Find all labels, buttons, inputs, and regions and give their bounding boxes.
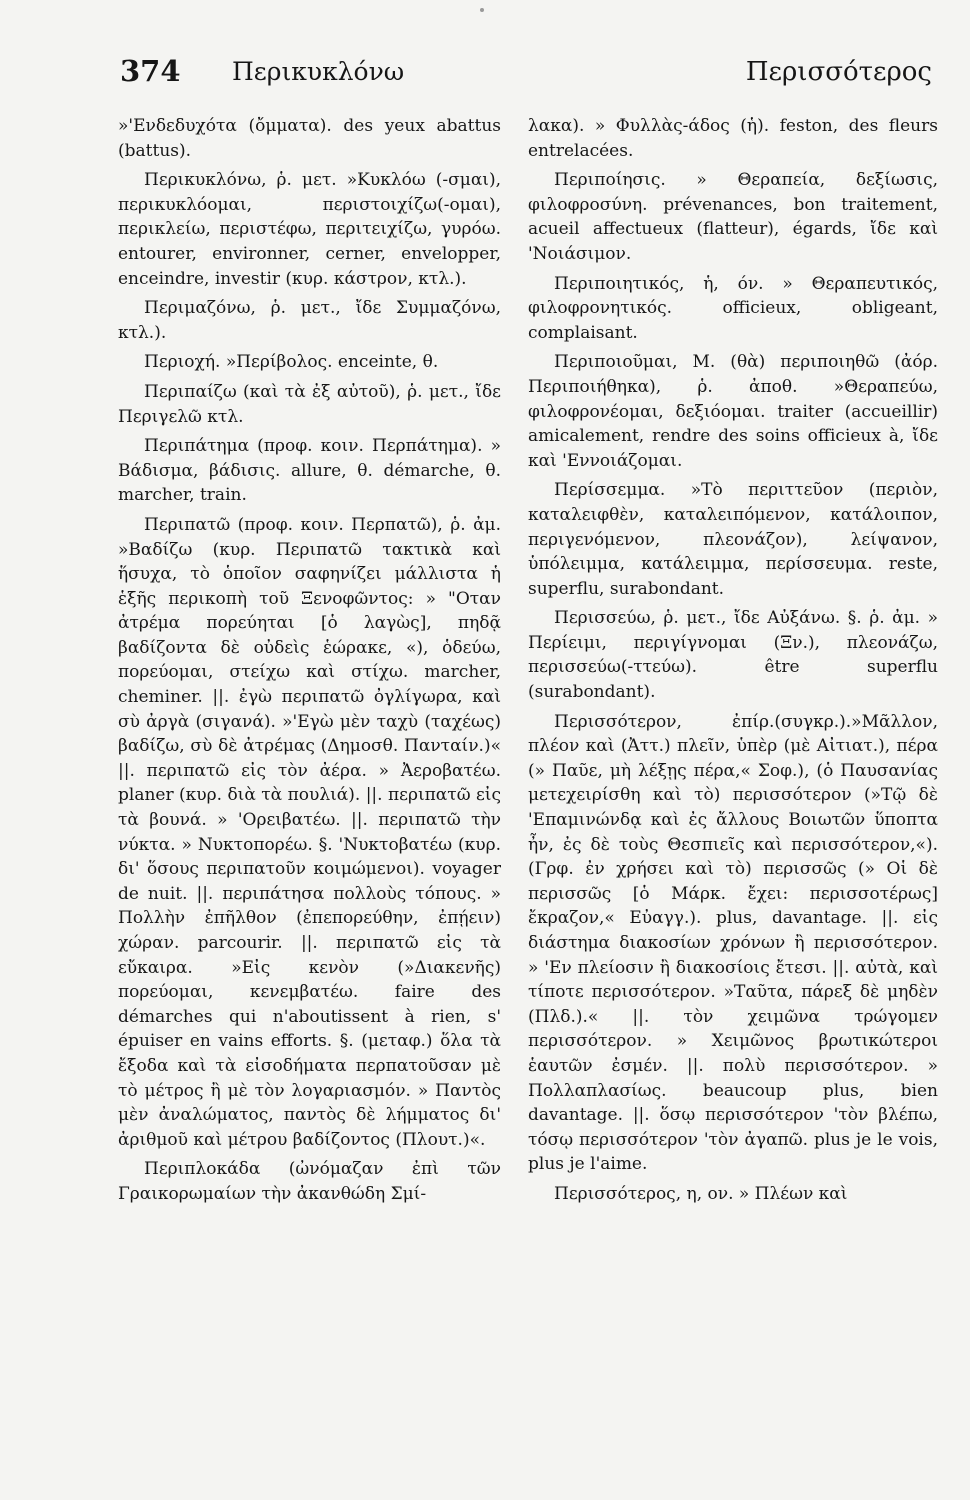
entry-paragraph: Περιπλοκάδα (ὠνόμαζαν ἐπὶ τῶν Γραικορωμαίων τὴν ἀκανθώδη Σμί-: [118, 1159, 501, 1204]
entry-paragraph: Περιπαίζω (καὶ τὰ ἐξ αὐτοῦ), ῥ. μετ., ἴδε Περιγελῶ κτλ.: [118, 381, 501, 427]
right-headword: Περισσότερος: [745, 57, 932, 87]
entry-paragraph: Περιποίησις. » Θεραπεία, δεξίωσις, φιλοφροσύνη. prévenances, bon traitement, acueil affectueux (flatteur), égards, ἴδε καὶ 'Νοιάσιμον.: [528, 170, 938, 264]
left-headword: Περικυκλόνω: [232, 57, 405, 86]
entry-paragraph: Περιπατῶ (προφ. κοιν. Περπατῶ), ῥ. ἀμ. »Βαδίζω (κυρ. Περιπατῶ τακτικὰ καὶ ἥσυχα, τὸ ὁποῖον σαφηνίζει μάλλιστα ἡ ἑξῆς περικοπὴ τοῦ Ξενοφῶντος: » "Οταν ἀτρέμα πορεύηται [ὁ λαγὼς], πηδᾷ βαδίζοντα δὲ οὐδεὶς ἑώρακε, «), ὁδεύω, πορεύομαι, στείχω καὶ στίχω. marcher, cheminer. ||. ἐγὼ περιπατῶ ὀγλίγωρα, καὶ σὺ ἀργὰ (σιγανά). »'Εγὼ μὲν ταχὺ (ταχέως) βαδίζω, σὺ δὲ ἀτρέμας (Δημοσθ. Πανταίν.)« ||. περιπατῶ εἰς τὸν ἀέρα. » Ἀεροβατέω. planer (κυρ. διὰ τὰ πουλιά). ||. περιπατῶ εἰς τὰ βουνά. » 'Ορειβατέω. ||. περιπατῶ τὴν νύκτα. » Νυκτοπορέω. §. 'Νυκτοβατέω (κυρ. δι' ὅσους περιπατοῦν κοιμώμενοι). voyager de nuit. ||. περιπάτησα πολλοὺς τόπους. » Πολλὴν ἐπῆλθον (ἐπεπορεύθην, ἐπῄειν) χώραν. parcourir. ||. περιπατῶ εἰς τὰ εὔκαιρα. »Εἰς κενὸν (»Διακενῆς) πορεύομαι, κενεμβατέω. faire des démarches qui n'aboutissent à rien, s' épuiser en vains efforts. §. (μεταφ.) ὅλα τὰ ἔξοδα καὶ τὰ εἰσοδήματα περπατοῦσαν μὲ τὸ μέτρος ἢ μὲ τὸν λογαριασμόν. » Παντὸς μὲν ἀναλώματος, παντὸς δὲ λήμματος δι' ἀριθμοῦ καὶ μέτρου βαδίζοντος (Πλουτ.)«.: [118, 514, 501, 1150]
entry-paragraph: Περισσότερος, η, ον. » Πλέων καὶ: [554, 1183, 848, 1204]
page-number: 374: [120, 54, 181, 88]
entry-paragraph: Περικυκλόνω, ῥ. μετ. »Κυκλόω (-σμαι), περικυκλόομαι, περιστοιχίζω(-ομαι), περικλείω, περιστέφω, περιτειχίζω, γυρόω. entourer, environner, cerner, envelopper, enceindre, investir (κυρ. κάστρον, κτλ.).: [118, 170, 501, 289]
printing-dot: [480, 8, 484, 12]
entry-paragraph: Περίσσεμμα. »Τὸ περιττεῦον (περιὸν, καταλειφθὲν, καταλειπόμενον, κατάλοιπον, περιγενόμενον, πλεονάζον), λείψανον, ὑπόλειμμα, κατάλειμμα, περίσσευμα. reste, superflu, surabondant.: [528, 480, 938, 599]
entry-paragraph: »'Ενδεδυχότα (ὄμματα). des yeux abattus (battus).: [118, 116, 501, 161]
entry-paragraph: λακα). » Φυλλὰς-άδος (ἡ). feston, des fleurs entrelacées.: [528, 116, 938, 161]
entry-paragraph: Περιποιοῦμαι, Μ. (θὰ) περιποιηθῶ (ἀόρ. Περιποιήθηκα), ῥ. ἀποθ. »Θεραπεύω, φιλοφρονέομαι, δεξιόομαι. traiter (accueillir) amicalement, rendre des soins officieux à, ἴδε καὶ 'Εννοιάζομαι.: [528, 352, 938, 471]
entry-paragraph: Περιπάτημα (προφ. κοιν. Περπάτημα). » Βάδισμα, βάδισις. allure, θ. démarche, θ. marcher, train.: [118, 436, 501, 506]
entry-paragraph: Περιποιητικός, ἡ, όν. » Θεραπευτικός, φιλοφρονητικός. officieux, obligeant, complaisant.: [528, 273, 938, 343]
entry-paragraph: Περιοχή. »Περίβολος. enceinte, θ.: [144, 352, 439, 373]
right-column: [528, 114, 938, 1212]
entry-paragraph: Περισσότερον, ἐπίρ.(συγκρ.).»Μᾶλλον, πλέον καὶ (Ἀττ.) πλεῖν, ὑπὲρ (μὲ Αἰτιατ.), πέρα (» Παῦε, μὴ λέξῃς πέρα,« Σοφ.), (ὁ Παυσανίας μετεχειρίσθη καὶ τὸ) περισσότερον (»Τῷ δὲ 'Επαμινώνδᾳ καὶ ἐς ἄλλους Βοιωτῶν ὕποπτα ἦν, ἐς δὲ τοὺς Θεσπιεῖς καὶ περισσότερον,«). (Γρφ. ἐν χρήσει καὶ τὸ) περισσῶς (» Οἱ δὲ περισσῶς [ὁ Μάρκ. ἔχει: περισσοτέρως] ἔκραζον,« Εὐαγγ.). plus, davantage. ||. εἰς διάστημα διακοσίων χρόνων ἢ περισσότερον. » 'Εν πλείοσιν ἢ διακοσίοις ἔτεσι. ||. αὐτὰ, καὶ τίποτε περισσότερον. »Ταῦτα, πάρεξ δὲ μηδὲν (Πλδ.).« ||. τὸν χειμῶνα τρώγομεν περισσότερον. » Χειμῶνος βρωτικώτεροι ἑαυτῶν ἐσμέν. ||. πολὺ περισσότερον. » Πολλαπλασίως. beaucoup plus, bien davantage. ||. ὅσῳ περισσότερον 'τὸν βλέπω, τόσῳ περισσότερον 'τὸν ἀγαπῶ. plus je le vois, plus je l'aime.: [528, 711, 938, 1175]
left-column: [118, 114, 501, 1212]
entry-paragraph: Περιμαζόνω, ῥ. μετ., ἴδε Συμμαζόνω, κτλ.).: [118, 298, 501, 343]
entry-paragraph: Περισσεύω, ῥ. μετ., ἴδε Αὐξάνω. §. ῥ. ἀμ. » Περίειμι, περιγίγνομαι (Ξν.), πλεονάζω, περισσεύω(-ττεύω). être superflu (surabondant).: [528, 608, 938, 703]
page-header: [120, 54, 940, 98]
